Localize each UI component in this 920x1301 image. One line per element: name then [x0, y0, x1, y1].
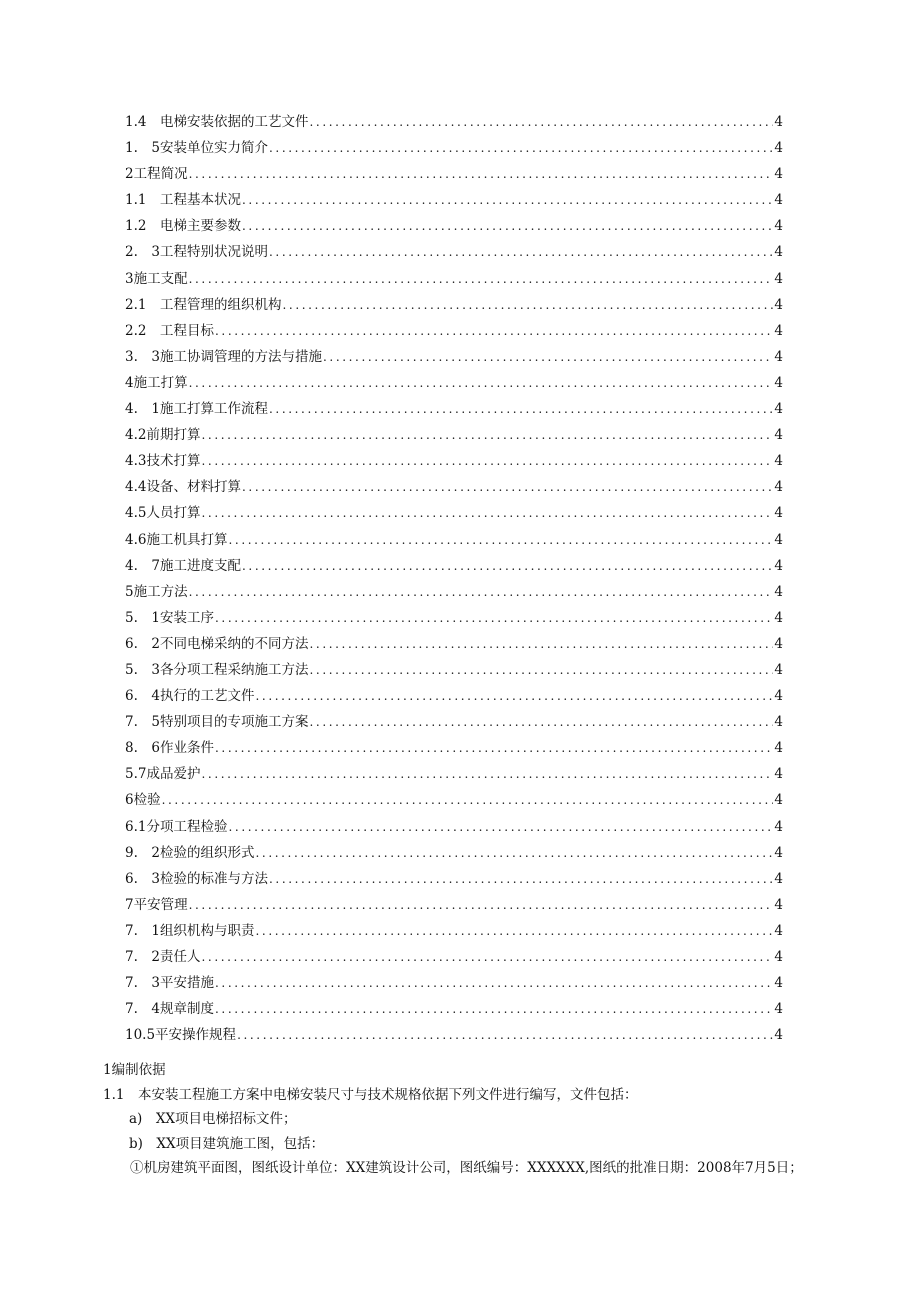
toc-entry-page-number: 4 [774, 583, 783, 600]
toc-entry-title: 1. 5安装单位实力简介 [125, 140, 268, 157]
toc-entry-title: 3施工支配 [125, 270, 188, 287]
toc-entry-title: 4.3技术打算 [125, 453, 201, 470]
toc-entry[interactable] [125, 554, 783, 580]
toc-entry-page-number: 4 [774, 427, 783, 444]
toc-entry-title: 4. 7施工进度支配 [125, 557, 241, 574]
toc-entry-title: 7. 4规章制度 [125, 1001, 214, 1018]
section-heading: 1编制依据 [103, 1062, 166, 1078]
toc-entry-page-number: 4 [774, 688, 783, 705]
toc-entry-title: 4施工打算 [125, 374, 188, 391]
toc-entry-title: 7平安管理 [125, 896, 188, 913]
toc-dot-leader [255, 689, 773, 703]
toc-dot-leader [237, 1028, 773, 1042]
toc-entry-page-number: 4 [774, 870, 783, 887]
toc-entry[interactable] [125, 997, 783, 1023]
toc-entry[interactable] [125, 788, 783, 814]
toc-entry-page-number: 4 [774, 505, 783, 522]
toc-entry-page-number: 4 [774, 348, 783, 365]
document-body [103, 1058, 817, 1181]
toc-entry-page-number: 4 [774, 740, 783, 757]
toc-entry[interactable] [125, 449, 783, 475]
toc-entry-page-number: 4 [774, 296, 783, 313]
toc-dot-leader [189, 898, 774, 912]
toc-dot-leader [162, 793, 774, 807]
toc-dot-leader [309, 115, 773, 129]
toc-entry[interactable] [125, 658, 783, 684]
toc-entry-title: 8. 6作业条件 [125, 740, 214, 757]
toc-entry-page-number: 4 [774, 244, 783, 261]
toc-dot-leader [269, 245, 773, 259]
toc-entry[interactable] [125, 580, 783, 606]
toc-dot-leader [282, 298, 773, 312]
toc-dot-leader [189, 585, 774, 599]
toc-entry-page-number: 4 [774, 192, 783, 209]
toc-entry[interactable] [125, 684, 783, 710]
toc-entry-title: 5. 3各分项工程采纳施工方法 [125, 661, 309, 678]
toc-entry-title: 7. 3平安措施 [125, 975, 214, 992]
toc-entry-page-number: 4 [774, 531, 783, 548]
toc-entry-title: 1.2 电梯主要参数 [125, 218, 241, 235]
toc-dot-leader [215, 1002, 773, 1016]
toc-entry-title: 1.1 工程基本状况 [125, 192, 241, 209]
toc-entry-page-number: 4 [774, 270, 783, 287]
list-item-b1: ①机房建筑平面图，图纸设计单位：XX建筑设计公司，图纸编号：XXXXXX,图纸的批准日期：2008年7月5日； [130, 1160, 803, 1176]
toc-entry-page-number: 4 [774, 975, 783, 992]
toc-entry-title: 7. 1组织机构与职责 [125, 922, 255, 939]
toc-dot-leader [201, 454, 773, 468]
toc-entry[interactable] [125, 110, 783, 136]
toc-entry-title: 6. 2不同电梯采纳的不同方法 [125, 635, 309, 652]
toc-dot-leader [215, 976, 773, 990]
toc-dot-leader [323, 350, 773, 364]
toc-entry-page-number: 4 [774, 896, 783, 913]
toc-entry[interactable] [125, 945, 783, 971]
toc-entry-title: 4.5人员打算 [125, 505, 201, 522]
toc-dot-leader [309, 663, 773, 677]
toc-entry-page-number: 4 [774, 661, 783, 678]
toc-dot-leader [309, 715, 773, 729]
toc-entry-title: 4.2前期打算 [125, 427, 201, 444]
toc-entry[interactable] [125, 240, 783, 266]
toc-dot-leader [189, 167, 774, 181]
toc-entry[interactable] [125, 632, 783, 658]
toc-entry[interactable] [125, 736, 783, 762]
toc-entry[interactable] [125, 501, 783, 527]
toc-dot-leader [242, 559, 773, 573]
toc-entry-page-number: 4 [774, 322, 783, 339]
toc-entry-page-number: 4 [774, 401, 783, 418]
toc-dot-leader [242, 193, 773, 207]
toc-entry[interactable] [125, 1023, 783, 1049]
toc-entry[interactable] [125, 815, 783, 841]
toc-entry[interactable] [125, 136, 783, 162]
toc-dot-leader [255, 924, 773, 938]
toc-entry[interactable] [125, 214, 783, 240]
toc-entry[interactable] [125, 293, 783, 319]
toc-entry-page-number: 4 [774, 922, 783, 939]
toc-dot-leader [201, 950, 773, 964]
toc-entry-page-number: 4 [774, 949, 783, 965]
toc-entry[interactable] [125, 371, 783, 397]
toc-entry[interactable] [125, 475, 783, 501]
toc-entry-title: 5. 1安装工序 [125, 609, 214, 626]
toc-entry-page-number: 4 [774, 140, 783, 157]
toc-entry-title: 6. 4执行的工艺文件 [125, 688, 255, 705]
toc-entry[interactable] [125, 710, 783, 736]
toc-entry-page-number: 4 [774, 479, 783, 496]
toc-entry-page-number: 4 [774, 1027, 783, 1044]
toc-entry[interactable] [125, 762, 783, 788]
list-item-b: b) XX项目建筑施工图，包括： [129, 1135, 325, 1152]
toc-entry[interactable] [125, 267, 783, 293]
toc-entry[interactable] [125, 867, 783, 893]
toc-entry[interactable] [125, 162, 783, 188]
toc-entry-title: 9. 2检验的组织形式 [125, 844, 255, 861]
toc-dot-leader [228, 820, 773, 834]
toc-entry-title: 6检验 [125, 792, 161, 809]
toc-entry-title: 7. 5特别项目的专项施工方案 [125, 714, 309, 731]
toc-dot-leader [242, 219, 773, 233]
toc-entry[interactable] [125, 841, 783, 867]
toc-entry[interactable] [125, 345, 783, 371]
toc-entry-title: 1.4 电梯安装依据的工艺文件 [125, 114, 309, 130]
toc-entry-title: 2工程简况 [125, 166, 188, 183]
toc-entry-page-number: 4 [774, 714, 783, 731]
toc-entry[interactable] [125, 319, 783, 345]
toc-dot-leader [215, 611, 773, 625]
toc-entry-page-number: 4 [774, 557, 783, 574]
toc-dot-leader [201, 428, 773, 442]
toc-dot-leader [215, 741, 773, 755]
toc-entry-title: 3. 3施工协调管理的方法与措施 [125, 348, 322, 365]
toc-entry[interactable] [125, 528, 783, 554]
toc-entry-page-number: 4 [774, 609, 783, 626]
toc-entry-page-number: 4 [774, 374, 783, 391]
paragraph-1-1: 1.1 本安装工程施工方案中电梯安装尺寸与技术规格依据下列文件进行编写，文件包括： [103, 1086, 638, 1103]
toc-entry[interactable] [125, 423, 783, 449]
toc-dot-leader [201, 767, 773, 781]
toc-entry-title: 5.7成品爱护 [125, 766, 201, 783]
toc-entry-title: 4. 1施工打算工作流程 [125, 401, 268, 418]
toc-entry-page-number: 4 [774, 792, 783, 809]
toc-entry-title: 10.5平安操作规程 [125, 1027, 237, 1044]
toc-dot-leader [242, 480, 773, 494]
toc-dot-leader [201, 506, 773, 520]
toc-entry-page-number: 4 [774, 1001, 783, 1018]
toc-entry[interactable] [125, 606, 783, 632]
toc-entry-title: 4.6施工机具打算 [125, 531, 228, 548]
toc-entry-page-number: 4 [774, 635, 783, 652]
toc-entry-title: 7. 2责任人 [125, 949, 201, 965]
toc-dot-leader [215, 324, 773, 338]
toc-entry[interactable] [125, 919, 783, 945]
toc-entry-title: 6. 3检验的标准与方法 [125, 870, 268, 887]
toc-entry-title: 4.4设备、材料打算 [125, 479, 241, 496]
toc-dot-leader [189, 272, 774, 286]
toc-entry-title: 2.2 工程目标 [125, 322, 214, 339]
toc-entry-title: 2. 3工程特别状况说明 [125, 244, 268, 261]
toc-dot-leader [255, 846, 773, 860]
toc-entry-title: 6.1分项工程检验 [125, 818, 228, 835]
toc-entry[interactable] [125, 971, 783, 997]
toc-entry-page-number: 4 [774, 114, 783, 130]
toc-entry[interactable] [125, 893, 783, 919]
list-item-a: a) XX项目电梯招标文件； [129, 1111, 297, 1127]
toc-entry-page-number: 4 [774, 218, 783, 235]
toc-dot-leader [269, 402, 773, 416]
toc-dot-leader [269, 141, 773, 155]
toc-dot-leader [228, 533, 773, 547]
toc-dot-leader [309, 637, 773, 651]
toc-entry-page-number: 4 [774, 844, 783, 861]
toc-entry-title: 5施工方法 [125, 583, 188, 600]
toc-entry-page-number: 4 [774, 453, 783, 470]
toc-entry[interactable] [125, 397, 783, 423]
toc-entry-title: 2.1 工程管理的组织机构 [125, 296, 282, 313]
toc-dot-leader [269, 872, 773, 886]
toc-entry[interactable] [125, 188, 783, 214]
toc-entry-page-number: 4 [774, 818, 783, 835]
toc-dot-leader [189, 376, 774, 390]
table-of-contents [125, 110, 783, 1049]
toc-entry-page-number: 4 [774, 766, 783, 783]
toc-entry-page-number: 4 [774, 166, 783, 183]
